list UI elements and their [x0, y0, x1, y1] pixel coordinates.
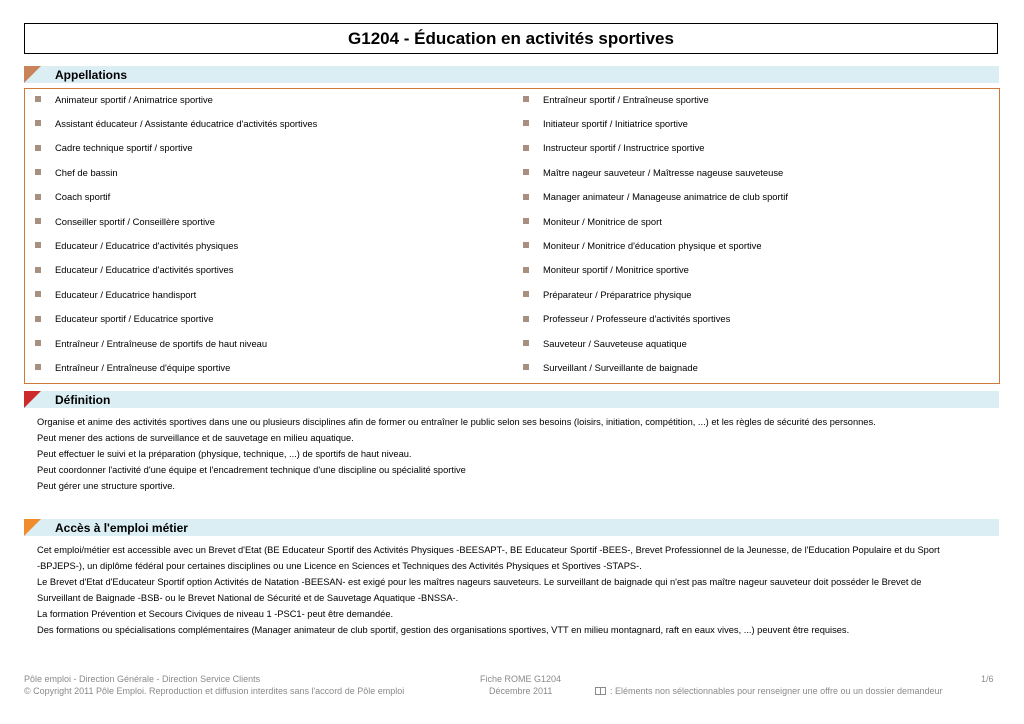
- appellation-label: Moniteur / Monitrice d'éducation physique et sportive: [543, 239, 762, 251]
- bullet-icon: [35, 169, 41, 175]
- appellation-item: [523, 116, 688, 130]
- definition-label: Définition: [55, 392, 111, 407]
- acces-line: Le Brevet d'Etat d'Educateur Sportif option Activités de Natation -BEESAN- est exigé pour les maîtres nageurs sauveteurs. Le surveillant de baignade qui n'est pas maître nageur sauveteur doit posséder le Brevet de: [37, 577, 922, 587]
- footer-page-number: 1/6: [981, 674, 994, 684]
- appellation-item: [523, 214, 662, 228]
- appellations-list: [24, 88, 1000, 384]
- appellation-item: [35, 92, 213, 106]
- appellation-label: Animateur sportif / Animatrice sportive: [55, 93, 213, 105]
- footer-copyright: © Copyright 2011 Pôle Emploi. Reproduction et diffusion interdites sans l'accord de Pôle emploi: [24, 686, 405, 696]
- appellation-label: Surveillant / Surveillante de baignade: [543, 361, 698, 373]
- appellation-item: [523, 165, 783, 179]
- bullet-icon: [35, 96, 41, 102]
- footer-org: Pôle emploi - Direction Générale - Direction Service Clients: [24, 674, 261, 684]
- bullet-icon: [35, 120, 41, 126]
- appellation-label: Sauveteur / Sauveteuse aquatique: [543, 337, 687, 349]
- bullet-icon: [35, 316, 41, 322]
- definition-line: Peut coordonner l'activité d'une équipe et l'encadrement technique d'une discipline ou spécialité sportive: [37, 465, 466, 475]
- bullet-icon: [523, 120, 529, 126]
- bullet-icon: [523, 291, 529, 297]
- definition-line: Peut gérer une structure sportive.: [37, 481, 175, 491]
- bullet-icon: [523, 96, 529, 102]
- bullet-icon: [523, 242, 529, 248]
- appellation-item: [523, 238, 762, 252]
- acces-line: Cet emploi/métier est accessible avec un Brevet d'Etat (BE Educateur Sportif des Activités Physiques -BEESAPT-, BE Educateur Sportif -BEES-, Brevet Professionnel de la Jeunesse, de l'Education Populaire et du Sport: [37, 545, 940, 555]
- appellation-item: [523, 312, 730, 326]
- section-triangle-icon: [24, 66, 41, 83]
- appellation-item: [35, 141, 193, 155]
- appellation-item: [35, 214, 215, 228]
- acces-line: Des formations ou spécialisations complémentaires (Manager animateur de club sportif, gestion des organisations sportives, VTT en milieu montagnard, raft en eaux vives, ...) peuvent être requises.: [37, 625, 850, 635]
- bullet-icon: [35, 194, 41, 200]
- section-triangle-icon: [24, 391, 41, 408]
- appellation-item: [523, 336, 687, 350]
- appellation-label: Educateur / Educatrice d'activités physiques: [55, 239, 239, 251]
- appellation-label: Entraîneur sportif / Entraîneuse sportive: [543, 93, 709, 105]
- appellations-label: Appellations: [55, 67, 128, 82]
- page-title: G1204 - Éducation en activités sportives: [24, 23, 998, 54]
- bullet-icon: [523, 267, 529, 273]
- appellations-header: [24, 66, 999, 83]
- appellation-label: Educateur sportif / Educatrice sportive: [55, 313, 214, 325]
- acces-label: Accès à l'emploi métier: [55, 520, 188, 535]
- bullet-icon: [35, 242, 41, 248]
- appellation-item: [35, 165, 118, 179]
- acces-header: [24, 519, 999, 536]
- section-triangle-icon: [24, 519, 41, 536]
- bullet-icon: [35, 145, 41, 151]
- appellation-label: Initiateur sportif / Initiatrice sportive: [543, 117, 688, 129]
- definition-line: Peut mener des actions de surveillance et de sauvetage en milieu aquatique.: [37, 433, 354, 443]
- footer-note-text: : Eléments non sélectionnables pour renseigner une offre ou un dossier demandeur: [610, 686, 943, 696]
- appellation-label: Entraîneur / Entraîneuse de sportifs de haut niveau: [55, 337, 268, 349]
- appellation-item: [35, 287, 196, 301]
- bullet-icon: [35, 364, 41, 370]
- appellation-label: Préparateur / Préparatrice physique: [543, 288, 692, 300]
- appellation-label: Moniteur sportif / Monitrice sportive: [543, 264, 689, 276]
- appellation-label: Educateur / Educatrice handisport: [55, 288, 197, 300]
- appellation-label: Educateur / Educatrice d'activités sportives: [55, 264, 234, 276]
- book-icon: [595, 687, 606, 695]
- bullet-icon: [523, 316, 529, 322]
- bullet-icon: [523, 145, 529, 151]
- bullet-icon: [523, 194, 529, 200]
- appellation-item: [523, 141, 705, 155]
- appellation-item: [523, 190, 788, 204]
- bullet-icon: [523, 364, 529, 370]
- bullet-icon: [523, 169, 529, 175]
- bullet-icon: [523, 218, 529, 224]
- bullet-icon: [35, 291, 41, 297]
- footer-fiche: Fiche ROME G1204: [480, 674, 562, 684]
- appellation-label: Cadre technique sportif / sportive: [55, 142, 193, 154]
- appellation-label: Assistant éducateur / Assistante éducatrice d'activités sportives: [55, 117, 318, 129]
- appellation-label: Manager animateur / Manageuse animatrice de club sportif: [543, 191, 788, 203]
- appellation-label: Maître nageur sauveteur / Maîtresse nageuse sauveteuse: [543, 166, 784, 178]
- appellation-item: [35, 360, 230, 374]
- definition-header: [24, 391, 999, 408]
- appellation-item: [35, 263, 233, 277]
- appellation-label: Instructeur sportif / Instructrice sportive: [543, 142, 705, 154]
- appellation-label: Chef de bassin: [55, 166, 118, 178]
- definition-line: Peut effectuer le suivi et la préparation (physique, technique, ...) de sportifs de haut niveau.: [37, 449, 412, 459]
- appellation-item: [523, 92, 709, 106]
- bullet-icon: [35, 267, 41, 273]
- bullet-icon: [35, 340, 41, 346]
- appellation-item: [523, 287, 692, 301]
- acces-line: Surveillant de Baignade -BSB- ou le Brevet National de Sécurité et de Sauvetage Aquatique -BNSSA-.: [37, 593, 459, 603]
- appellation-label: Professeur / Professeure d'activités sportives: [543, 313, 731, 325]
- footer-note: [595, 686, 943, 696]
- acces-line: La formation Prévention et Secours Civiques de niveau 1 -PSC1- peut être demandée.: [37, 609, 394, 619]
- appellation-item: [35, 336, 267, 350]
- footer-date: Décembre 2011: [489, 686, 553, 696]
- appellation-label: Moniteur / Monitrice de sport: [543, 215, 662, 227]
- appellation-item: [35, 238, 238, 252]
- appellation-label: Conseiller sportif / Conseillère sportive: [55, 215, 215, 227]
- appellation-item: [523, 263, 689, 277]
- acces-line: -BPJEPS-), un diplôme fédéral pour certaines disciplines ou une Licence en Sciences et Techniques des Activités Physiques et Sportives -STAPS-.: [37, 561, 642, 571]
- appellation-item: [35, 116, 317, 130]
- appellation-item: [35, 190, 110, 204]
- appellation-item: [523, 360, 698, 374]
- appellation-label: Entraîneur / Entraîneuse d'équipe sportive: [55, 361, 231, 373]
- bullet-icon: [35, 218, 41, 224]
- bullet-icon: [523, 340, 529, 346]
- appellation-item: [35, 312, 213, 326]
- definition-line: Organise et anime des activités sportives dans une ou plusieurs disciplines afin de former ou entraîner le public selon ses besoins (loisirs, initiation, compétition, ...) et les règles de sécurité des personnes.: [37, 417, 876, 427]
- appellation-label: Coach sportif: [55, 191, 111, 203]
